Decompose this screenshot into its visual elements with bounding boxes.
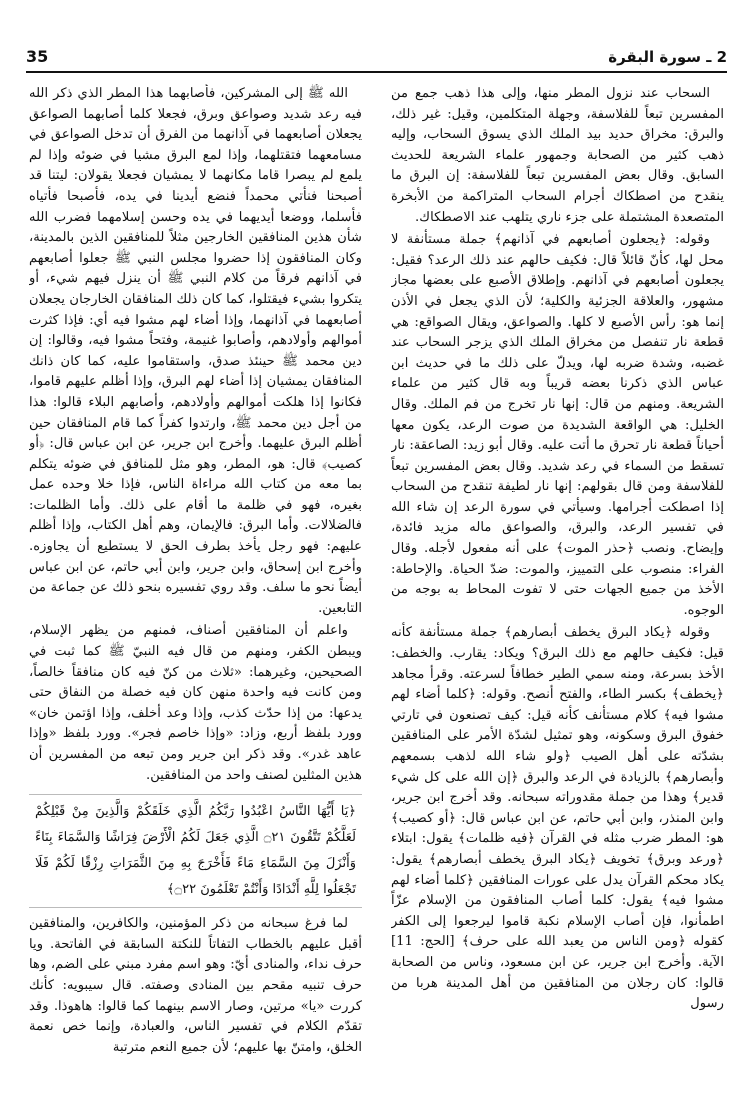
paragraph: وقوله ﴿يكاد البرق يخطف أبصارهم﴾ جملة مستأنفة كأنه قيل: فكيف حالهم مع ذلك البرق؟ ويكاد: يقارب. والخطف: الأخذ بسرعة، ومنه سمي الطير خطافاً لسرعته. وقرأ مجاهد ﴿يخطف﴾ بكسر الطاء، والفتح أنصح. وقوله: ﴿كلما أضاء لهم مشوا فيه﴾ كلام مستأنف كأنه قيل: كيف تصنعون في تارتي خفوق البرق وسكونه، وهو تمثيل لشدّة الأمر على المنافقين بشدّته على أهل الصيب ﴿ولو شاء الله لذهب بسمعهم وأبصارهم﴾ بالزيادة في الرعد والبرق ﴿إن الله على كل شيء قدير﴾ وهذا من جملة مقدوراته سبحانه. وقد أخرج ابن جرير، وابن المنذر، وابن أبي حاتم، عن ابن عباس قال: ﴿أو كصيب﴾ هو: المطر ضرب مثله في القرآن ﴿فيه ظلمات﴾ يقول: ابتلاء ﴿ورعد وبرق﴾ تخويف ﴿يكاد البرق يخطف أبصارهم﴾ يقول: يكاد محكم القرآن يدل على عورات المنافقين ﴿كلما أضاء لهم مشوا فيه﴾ يقول: كلما أصاب المنافقون من الإسلام عزّاً اطمأنوا، فإن أصاب الإسلام نكبة قاموا ليرجعوا إلى الكفر كقوله ﴿ومن الناس من يعبد الله على حرف﴾ [الحج: 11] الآية. وأخرج ابن جرير، عن ابن مسعود، وناس من الصحابة قالوا: كان رجلان من المنافقين من أهل المدينة هربا من رسول xyxy=(391,625,724,1012)
left-column xyxy=(29,84,362,1084)
paragraph: وقوله: ﴿يجعلون أصابعهم في آذانهم﴾ جملة مستأنفة لا محل لها، كأنّ قائلاً قال: فكيف حالهم عند ذلك الرعد؟ فقيل: يجعلون أصابعهم في آذانهم. وإطلاق الأصبع على بعضها مجاز مشهور، والعلاقة الجزئية والكلية؛ لأن الذي يجعل في الأذن إنما هو: رأس الأصبع لا كلها. والصواعق، ويقال الصواقع: هي قطعة نار تنفصل من مخراق الملك الذي يزجر السحاب عند غضبه، وشدة ضربه لها، ويدلّ على ذلك ما في حديث ابن عباس الذي ذكرنا بعضه قريباً وبه قال كثير من علماء الشريعة. ومنهم من قال: إنها نار تخرج من فم الملك. وقال الخليل: هي الواقعة الشديدة من صوت الرعد، يكون معها أحياناً قطعة نار تحرق ما أتت عليه. وقال أبو زيد: الصاعقة: نار تسقط من السماء في رعد شديد. وقال بعض المفسرين تبعاً للفلاسفة ومن قال بقولهم: إنها نار لطيفة تنقدح من السحاب إذا اصطكت أجرامها. وسيأتي في سورة الرعد إن شاء الله في تفسير الرعد، والبرق، والصواعق ماله مزيد فائدة، وإيضاح. ونصب ﴿حذر الموت﴾ على أنه مفعول لأجله. وقال الفراء: منصوب على التمييز، والموت: ضدّ الحياة. والإحاطة: الأخذ من جميع الجهات حتى لا تفوت المحاط به بوجه من الوجوه. xyxy=(391,232,724,618)
running-head-surah: 2 ـ سورة البقرة xyxy=(608,48,727,66)
page-header xyxy=(26,44,727,66)
paragraph: واعلم أن المنافقين أصناف، فمنهم من يظهر الإسلام، ويبطن الكفر، ومنهم من قال فيه النبيّ ﷺ كما ثبت في الصحيحين، وغيرهما: «ثلاث من كنّ فيه كان منافقاً خالصاً، ومن كانت فيه واحدة منهن كان فيه خصلة من النفاق حتى يدعها: من إذا حدّث كذب، وإذا وعد أخلف، وإذا اؤتمن خان» وورد بلفظ أربع، وزاد: «وإذا خاصم فجر». وورد بلفظ «وإذا عاهد غدر». وقد ذكر ابن جرير ومن تبعه من المفسرين أن هذين المثلين لصنف واحد من المنافقين. xyxy=(29,623,362,783)
header-rule xyxy=(26,71,727,73)
paragraph: الله ﷺ إلى المشركين، فأصابهما هذا المطر الذي ذكر الله فيه رعد شديد وصواعق وبرق، فجعلا كلما أصابهما الصواعق يجعلان أصابعهما في آذانهما من الفرق أن تدخل الصواعق في مسامعهما فتقتلهما، وإذا لمع البرق مشيا في ضوئه وإذا لم يلمع لم يبصرا قاما مكانهما لا يمشيان فجعلا يقولان: ليتنا قد أصبحنا فنأتي محمداً فنضع أيدينا في يده، فأصبحا فأتياه فأسلما، ووضعا أيديهما في يده وحسن إسلامهما فضرب الله شأن هذين المنافقين الخارجين مثلاً للمنافقين الذين بالمدينة، وكان المنافقون إذا حضروا مجلس النبي ﷺ جعلوا أصابعهم في آذانهم فرقاً من كلام النبي ﷺ أن ينزل فيهم شيء، أو يتكروا بشيء فيقتلوا، كما كان ذلك المنافقان الخارجان يجعلان أصابعهما في آذانهما، وإذا أضاء لهم مشوا فيه أي: فإذا كثرت أموالهم وأولادهم، وأصابوا غنيمة، وفتحاً مشوا فيه، وقالوا: إن دين محمد ﷺ حينئذ صدق، واستقاموا عليه، كما كان ذانك المنافقان يمشيان إذا أضاء لهم البرق، وإذا أظلم عليهم قاموا، فكانوا إذا هلكت أموالهم وأولادهم، وأصابهم البلاء قالوا: هذا من أجل دين محمد ﷺ، وارتدوا كفراً كما قام المنافقان حين أظلم البرق عليهما. وأخرج ابن جرير، عن ابن عباس قال: ﴿أو كصيب﴾ قال: هو، المطر، وهو مثل للمنافق في ضوئه يتكلم بما معه من كتاب الله مراءاة الناس، فإذا خلا وحده عمل بغيره، فهو في ظلمة ما أقام على ذلك. وأما الظلمات: فالضلالات. وأما البرق: فالإيمان، وهم أهل الكتاب، وإذا أظلم عليهم: فهو رجل يأخذ بطرف الحق لا يستطيع أن يجاوزه. وأخرج ابن إسحاق، وابن جرير، وابن أبي حاتم، عن ابن عباس أيضاً نحو ما سلف. وقد روي تفسيره بنحو ذلك عن جماعة من التابعين. xyxy=(29,86,362,616)
right-column xyxy=(391,84,724,1084)
page-number: 35 xyxy=(26,47,49,66)
paragraph: السحاب عند نزول المطر منها، وإلى هذا ذهب جمع من المفسرين تبعاً للفلاسفة، وجهلة المتكلمين، وقيل: غير ذلك، والبرق: مخراق حديد بيد الملك الذي يسوق السحاب، وإليه ذهب كثير من الصحابة وجمهور علماء الشريعة للحديث السابق. وقال بعض المفسرين تبعاً للفلاسفة: إن البرق ما ينقدح من اصطكاك أجرام السحاب المتراكمة من الأبخرة المتصعدة المشتملة على جزء ناري يتلهب عند الاصطكاك. xyxy=(391,86,724,225)
paragraph: لما فرغ سبحانه من ذكر المؤمنين، والكافرين، والمنافقين أقبل عليهم بالخطاب التفاتاً للنكتة السابقة في الفاتحة. ويا حرف نداء، والمنادى أيّ: وهو اسم مفرد مبني على الضم، وها حرف تنبيه مقحم بين المنادى وصفته. قال سيبويه: كأنك كررت «يا» مرتين، وصار الاسم بينهما كما قالوا: هاهوذا. وقد تقدّم الكلام في تفسير الناس، والعبادة، وإنما خص نعمة الخلق، وامتنّ بها عليهم؛ لأن جميع النعم مترتبة xyxy=(29,916,362,1055)
quran-verse-block: ﴿يَا أَيُّهَا النَّاسُ اعْبُدُوا رَبَّكُمُ الَّذِي خَلَقَكُمْ وَالَّذِينَ مِنْ قَبْلِكُمْ لَعَلَّكُمْ تَتَّقُونَ ۝٢١ الَّذِي جَعَلَ لَكُمُ الْأَرْضَ فِرَاشًا وَالسَّمَاءَ بِنَاءً وَأَنْزَلَ مِنَ السَّمَاءِ مَاءً فَأَخْرَجَ بِهِ مِنَ الثَّمَرَاتِ رِزْقًا لَكُمْ فَلَا تَجْعَلُوا لِلَّهِ أَنْدَادًا وَأَنْتُمْ تَعْلَمُونَ ۝٢٢﴾ xyxy=(29,794,362,908)
